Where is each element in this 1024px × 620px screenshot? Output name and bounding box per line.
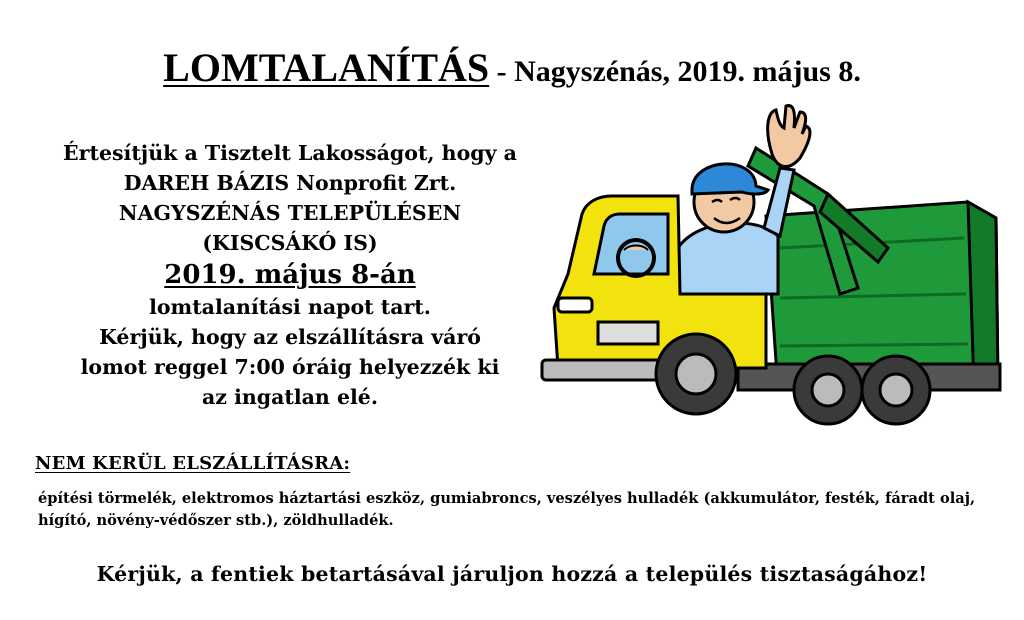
- intro-line-7: lomot reggel 7:00 óráig helyezzék ki: [80, 355, 500, 379]
- page-title: [0, 44, 1024, 91]
- intro-line-2: DAREH BÁZIS Nonprofit Zrt.: [123, 171, 457, 195]
- rear-wheel-2: [862, 356, 930, 424]
- waving-hand: [768, 106, 810, 167]
- front-wheel: [656, 334, 736, 414]
- intro-line-1: Értesítjük a Tisztelt Lakosságot, hogy a: [63, 141, 517, 165]
- intro-line-5: lomtalanítási napot tart.: [149, 295, 431, 319]
- grille: [598, 322, 658, 344]
- title-main: LOMTALANÍTÁS: [163, 45, 490, 90]
- announcement-block: [40, 138, 540, 412]
- closing-message: Kérjük, a fentiek betartásával járuljon hozzá a település tisztaságához!: [96, 562, 928, 586]
- excluded-heading: NEM KERÜL ELSZÁLLÍTÁSRA:: [35, 453, 351, 474]
- front-bumper: [542, 360, 662, 380]
- cab-window: [594, 214, 668, 274]
- rear-wheel-1: [794, 356, 862, 424]
- intro-line-4: (KISCSÁKÓ IS): [202, 231, 378, 255]
- excluded-items-text: építési törmelék, elektromos háztartási eszköz, gumiabroncs, veszélyes hulladék (akkumulátor, festék, fáradt olaj, hígító, növény-védőszer stb.), zöldhulladék.: [38, 490, 976, 529]
- event-date: 2019. május 8-án: [164, 260, 416, 290]
- headlight: [558, 298, 592, 312]
- driver-shirt: [678, 223, 778, 294]
- garbage-truck-illustration: [528, 98, 1008, 438]
- intro-line-8: az ingatlan elé.: [202, 385, 378, 409]
- intro-line-3: NAGYSZÉNÁS TELEPÜLÉSEN: [118, 201, 462, 225]
- intro-line-6: Kérjük, hogy az elszállításra váró: [99, 325, 481, 349]
- title-location-date: - Nagyszénás, 2019. május 8.: [489, 55, 861, 88]
